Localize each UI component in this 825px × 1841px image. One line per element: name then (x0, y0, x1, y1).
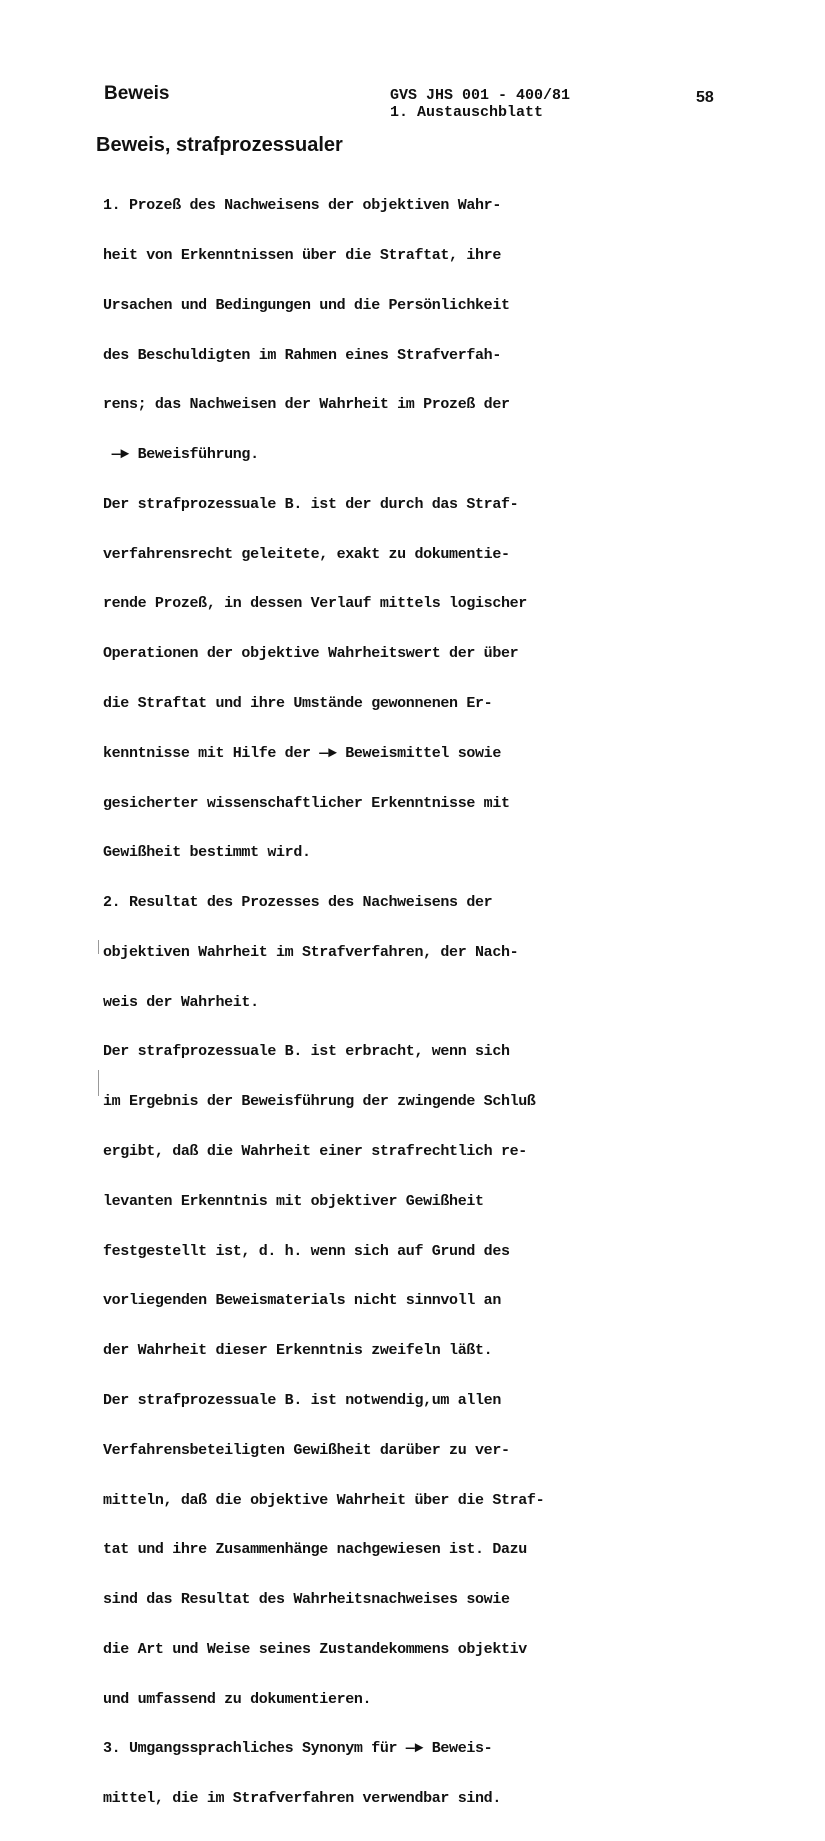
body-line: Der strafprozessuale B. ist erbracht, wenn sich (103, 1043, 510, 1061)
body-line: heit von Erkenntnissen über die Straftat, ihre (103, 246, 501, 264)
body-line: 1. Prozeß des Nachweisens der objektiven Wahr- (103, 197, 501, 215)
body-line: der Wahrheit dieser Erkenntnis zweifeln läßt. (103, 1342, 493, 1360)
document-reference-sheet: 1. Austauschblatt (390, 104, 544, 121)
body-line: 2. Resultat des Prozesses des Nachweisens der (103, 894, 493, 912)
scan-margin-mark (98, 940, 99, 954)
body-line: Verfahrensbeteiligten Gewißheit darüber zu ver- (103, 1441, 510, 1459)
document-reference-number: GVS JHS 001 - 400/81 (390, 87, 571, 104)
body-line: levanten Erkenntnis mit objektiver Gewißheit (103, 1192, 484, 1210)
entry-title: Beweis, strafprozessualer (96, 134, 343, 156)
body-line: Der strafprozessuale B. ist notwendig,um allen (103, 1391, 501, 1409)
body-line: sind das Resultat des Wahrheitsnachweises sowie (103, 1591, 510, 1609)
body-line: des Beschuldigten im Rahmen eines Strafverfah- (103, 346, 501, 364)
body-line: Gewißheit bestimmt wird. (103, 844, 311, 862)
body-line: rende Prozeß, in dessen Verlauf mittels logischer (103, 595, 527, 613)
header-keyword: Beweis (104, 83, 170, 104)
body-line: Operationen der objektive Wahrheitswert der über (103, 645, 519, 663)
body-line: ergibt, daß die Wahrheit einer strafrechtlich re- (103, 1143, 527, 1161)
body-line: die Art und Weise seines Zustandekommens objektiv (103, 1640, 527, 1658)
body-line: und umfassend zu dokumentieren. (103, 1690, 372, 1708)
body-line: festgestellt ist, d. h. wenn sich auf Grund des (103, 1242, 510, 1260)
body-line: Der strafprozessuale B. ist der durch das Straf- (103, 495, 519, 513)
body-line: gesicherter wissenschaftlicher Erkenntnisse mit (103, 794, 510, 812)
document-reference (390, 87, 570, 121)
entry-body (103, 165, 544, 1841)
body-line: mitteln, daß die objektive Wahrheit über die Straf- (103, 1491, 545, 1509)
body-line: kenntnisse mit Hilfe der —► Beweismittel sowie (103, 744, 501, 762)
body-line: rens; das Nachweisen der Wahrheit im Prozeß der (103, 396, 510, 414)
body-line: vorliegenden Beweismaterials nicht sinnvoll an (103, 1292, 501, 1310)
body-line: tat und ihre Zusammenhänge nachgewiesen ist. Dazu (103, 1541, 527, 1559)
body-line: 3. Umgangssprachliches Synonym für —► Beweis- (103, 1740, 493, 1758)
body-line: verfahrensrecht geleitete, exakt zu dokumentie- (103, 545, 510, 563)
page-number: 58 (696, 89, 714, 106)
body-line: die Straftat und ihre Umstände gewonnenen Er- (103, 695, 493, 712)
scan-margin-mark (98, 1070, 99, 1096)
body-line: weis der Wahrheit. (103, 993, 259, 1011)
body-line: Ursachen und Bedingungen und die Persönlichkeit (103, 296, 510, 314)
body-line: objektiven Wahrheit im Strafverfahren, der Nach- (103, 943, 519, 961)
body-line: —► Beweisführung. (103, 446, 259, 464)
body-line: mittel, die im Strafverfahren verwendbar sind. (103, 1790, 501, 1808)
body-line: im Ergebnis der Beweisführung der zwingende Schluß (103, 1093, 536, 1111)
